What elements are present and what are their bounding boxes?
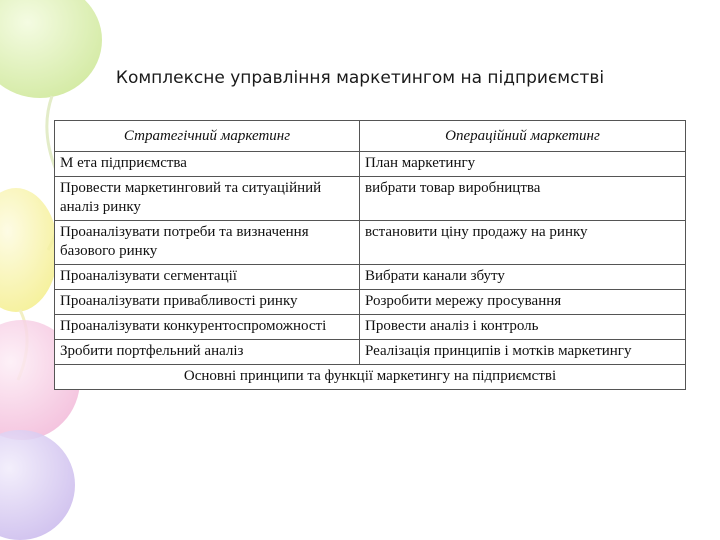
table-row [55, 265, 686, 290]
marketing-table [54, 120, 686, 390]
header-strategic-marketing: Стратегічний маркетинг [55, 121, 360, 152]
table-cell: Зробити портфельний аналіз [55, 340, 360, 365]
yellow-balloon-icon [0, 188, 58, 312]
purple-balloon-icon [0, 430, 75, 540]
table-row [55, 315, 686, 340]
table-row [55, 177, 686, 221]
table-cell: Провести аналіз і контроль [360, 315, 686, 340]
table-row [55, 221, 686, 265]
table-footer-row [55, 365, 686, 390]
table-cell: Провести маркетинговий та ситуаційний аналіз ринку [55, 177, 360, 221]
table-row [55, 290, 686, 315]
table-header-row [55, 121, 686, 152]
table-cell: Розробити мережу просування [360, 290, 686, 315]
table-footer: Основні принципи та функції маркетингу на підприємстві [55, 365, 686, 390]
table-cell: Вибрати канали збуту [360, 265, 686, 290]
table-cell: Проаналізувати сегментації [55, 265, 360, 290]
header-operational-marketing: Операційний маркетинг [360, 121, 686, 152]
table-cell: встановити ціну продажу на ринку [360, 221, 686, 265]
page-title: Комплексне управління маркетингом на підприємстві [115, 68, 605, 88]
table-cell: М ета підприємства [55, 152, 360, 177]
table-cell: Реалізація принципів і мотків маркетингу [360, 340, 686, 365]
table-row [55, 340, 686, 365]
table-cell: План маркетингу [360, 152, 686, 177]
table-cell: Проаналізувати привабливості ринку [55, 290, 360, 315]
table-cell: Проаналізувати конкурентоспроможності [55, 315, 360, 340]
table-row [55, 152, 686, 177]
table-cell: вибрати товар виробництва [360, 177, 686, 221]
table-cell: Проаналізувати потреби та визначення базового ринку [55, 221, 360, 265]
